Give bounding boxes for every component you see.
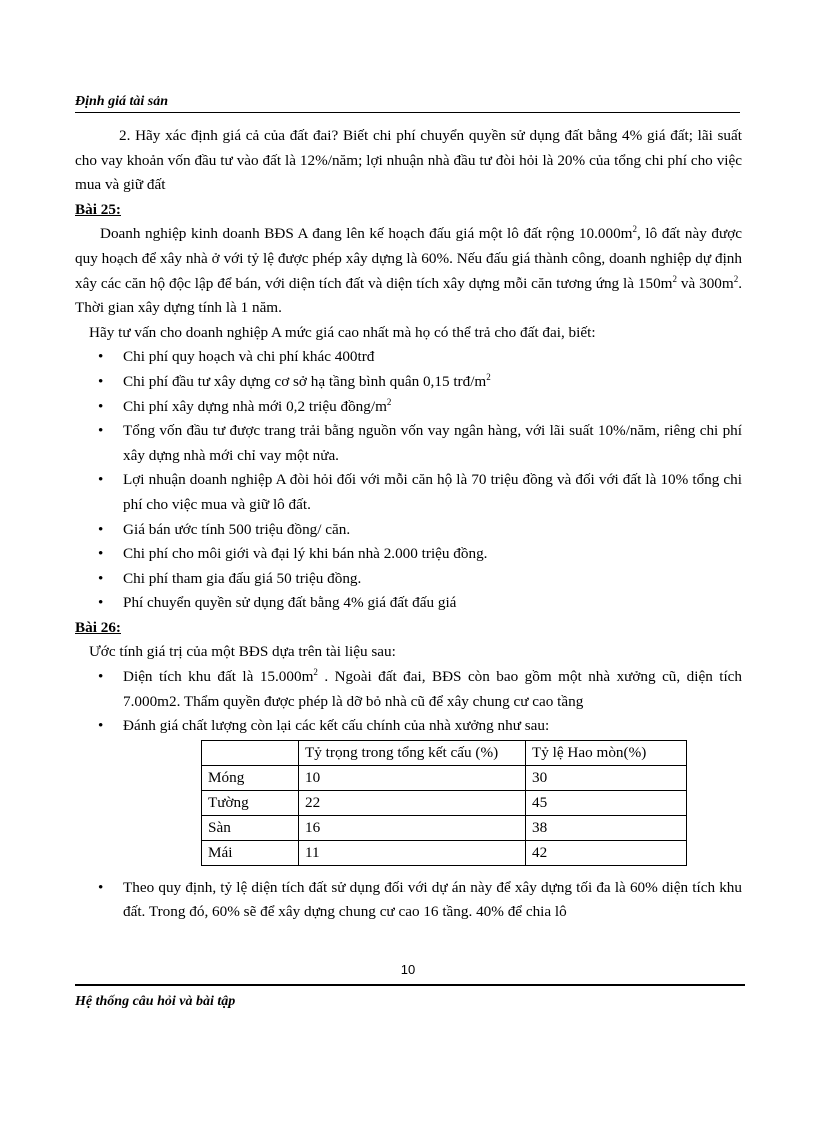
bai26-bullet-list-2 <box>75 876 742 925</box>
table-cell: Tường <box>202 790 299 815</box>
table-cell: Móng <box>202 765 299 790</box>
table-cell: 45 <box>526 790 687 815</box>
list-item: • Chi phí quy hoạch và chi phí khác 400trđ <box>75 345 742 370</box>
table-cell: Sàn <box>202 815 299 840</box>
bai26-bullet-list <box>75 665 742 739</box>
table-row <box>202 790 687 815</box>
table-header-row <box>202 740 687 765</box>
bai25-paragraph-1: Doanh nghiệp kinh doanh BĐS A đang lên kế hoạch đấu giá một lô đất rộng $10.000m^2$, lô đất này được quy hoạch để xây nhà ở với tỷ lệ được phép xây dựng là 60%. Nếu đấu giá thành công, doanh nghiệp dự định xây các căn hộ độc lập để bán, với diện tích đất và diện tích xây dựng mỗi căn tương ứng là $150m^2$ và $300m^2$. Thời gian xây dựng tính là 1 năm. <box>75 224 742 317</box>
table-header-cell: Tỷ trọng trong tổng kết cấu (%) <box>299 740 526 765</box>
table-cell: Mái <box>202 840 299 865</box>
table-row <box>202 765 687 790</box>
question-2: 2. Hãy xác định giá cả của đất đai? Biết chi phí chuyển quyền sử dụng đất bằng 4% giá đất; lãi suất cho vay khoản vốn đầu tư vào đất là 12%/năm; lợi nhuận nhà đầu tư đòi hỏi là 20% của tổng chi phí cho việc mua và giữ đất <box>75 127 742 194</box>
page-header <box>75 94 740 113</box>
table-row <box>202 840 687 865</box>
list-item: • Giá bán ước tính 500 triệu đồng/ căn. <box>75 518 742 543</box>
bai25-paragraph-2: Hãy tư vấn cho doanh nghiệp A mức giá cao nhất mà họ có thể trả cho đất đai, biết: <box>89 323 596 341</box>
table-header-cell <box>202 740 299 765</box>
table-cell: 42 <box>526 840 687 865</box>
list-item: • Chi phí đầu tư xây dựng cơ sở hạ tầng bình quân 0,15 trđ/$m^2$ <box>75 370 742 395</box>
list-item: • Diện tích khu đất là $15.000m^2$ . Ngoài đất đai, BĐS còn bao gồm một nhà xưởng cũ, diện tích 7.000m2. Thẩm quyền được phép là dỡ bỏ nhà cũ để xây chung cư cao tầng <box>75 665 742 714</box>
structure-table <box>201 740 687 866</box>
list-item: • Theo quy định, tỷ lệ diện tích đất sử dụng đối với dự án này để xây dựng tối đa là 60% diện tích khu đất. Trong đó, 60% sẽ để xây dựng chung cư cao 16 tầng. 40% để chia lô <box>75 876 742 925</box>
list-item: • Chi phí xây dựng nhà mới 0,2 triệu đồng/$m^2$ <box>75 395 742 420</box>
bai25-heading: Bài 25: <box>75 200 121 218</box>
bai25-bullet-list <box>75 345 742 616</box>
table-cell: 30 <box>526 765 687 790</box>
bai26-heading: Bài 26: <box>75 618 121 636</box>
list-item: • Lợi nhuận doanh nghiệp A đòi hỏi đối với mỗi căn hộ là 70 triệu đồng và đối với đất là 10% tổng chi phí cho việc mua và giữ lô đất. <box>75 468 742 517</box>
page-footer: Hệ thống câu hỏi và bài tập <box>75 994 236 1009</box>
table-cell: 16 <box>299 815 526 840</box>
bai26-paragraph-1: Ước tính giá trị của một BĐS dựa trên tài liệu sau: <box>89 643 396 661</box>
table-cell: 38 <box>526 815 687 840</box>
list-item: • Chi phí tham gia đấu giá 50 triệu đồng. <box>75 567 742 592</box>
list-item: • Phí chuyển quyền sử dụng đất bằng 4% giá đất đấu giá <box>75 591 742 616</box>
list-item: • Tổng vốn đầu tư được trang trải bằng nguồn vốn vay ngân hàng, với lãi suất 10%/năm, riêng chi phí xây dựng nhà mới chỉ vay một nửa. <box>75 419 742 468</box>
table-header-cell: Tỷ lệ Hao mòn(%) <box>526 740 687 765</box>
table-cell: 11 <box>299 840 526 865</box>
table-cell: 22 <box>299 790 526 815</box>
footer-divider <box>75 984 745 986</box>
table-cell: 10 <box>299 765 526 790</box>
page-content <box>75 124 742 925</box>
table-row <box>202 815 687 840</box>
list-item: • Chi phí cho môi giới và đại lý khi bán nhà 2.000 triệu đồng. <box>75 542 742 567</box>
page-number: 10 <box>400 962 416 977</box>
header-title: Định giá tài sản <box>75 94 168 109</box>
list-item: • Đánh giá chất lượng còn lại các kết cấu chính của nhà xưởng như sau: <box>75 714 742 739</box>
